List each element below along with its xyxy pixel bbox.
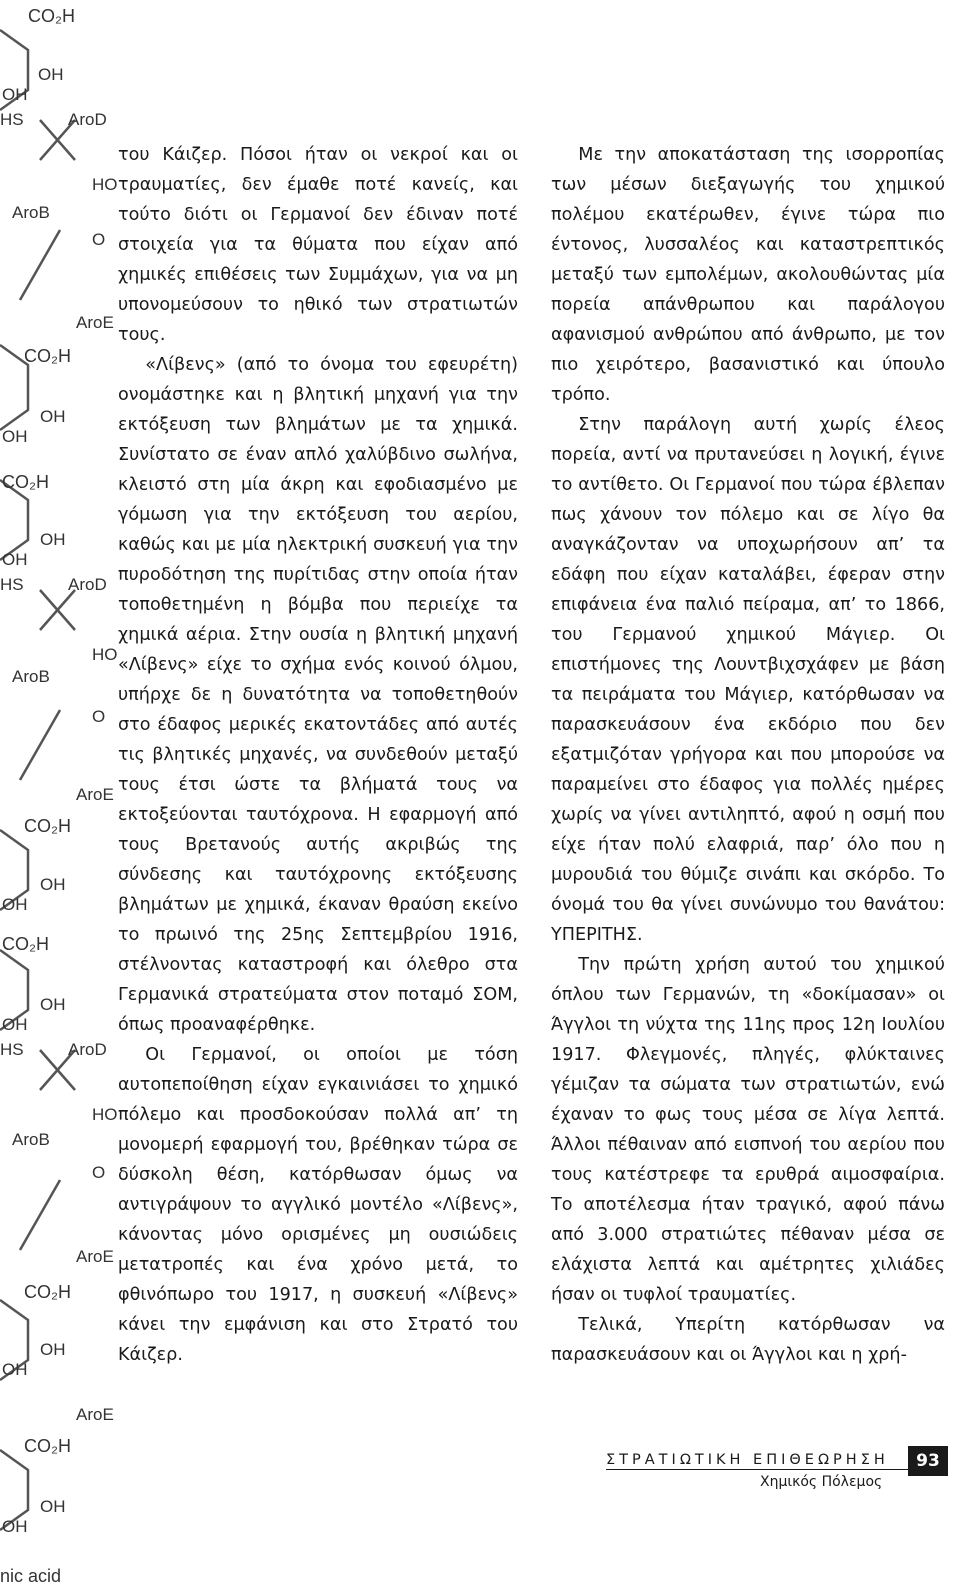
margin-label: CO₂H [2, 472, 49, 492]
margin-label: AroB [12, 667, 50, 686]
margin-label: HO [92, 645, 118, 664]
margin-label: AroD [68, 575, 107, 594]
left-column [118, 140, 518, 1370]
margin-label: AroE [76, 1247, 114, 1266]
margin-label: AroB [12, 203, 50, 222]
margin-label: HS [0, 1040, 24, 1059]
margin-label: HO [92, 175, 118, 194]
margin-label: HS [0, 575, 24, 594]
margin-label: CO₂H [28, 6, 75, 26]
margin-label: OH [40, 1497, 66, 1516]
margin-label: OH [2, 427, 28, 446]
margin-label: nic acid [0, 1566, 62, 1586]
margin-label: O [92, 230, 106, 249]
margin-label: OH [2, 1360, 28, 1379]
margin-label: AroD [68, 110, 107, 129]
margin-label: CO₂H [24, 816, 71, 836]
margin-label: OH [38, 65, 64, 84]
paragraph: Στην παράλογη αυτή χωρίς έλεος πορεία, αντί να πρυτανεύσει η λογική, έγινε το αντίθετο. Οι Γερμανοί που τώρα έβλεπαν πως χάνουν τον πόλεμο και σε λίγο θα αναγκάζονταν να υποχωρήσουν απ’ τα εδάφη που είχαν καταλάβει, έφεραν στην επιφάνεια ένα παλιό πείραμα, απ’ το 1866, του Γερμανού χημικού Μάγιερ. Οι επιστήμονες της Λουντβιχσχάφεν με βάση τα πειράματα του Μάγιερ, κατόρθωσαν να παρασκευάσουν ένα εκδόριο που δεν εξατμιζόταν γρήγορα και που μπορούσε να παραμείνει στο έδαφος για πολλές ημέρες χωρίς να γίνει αντιληπτό, αφού η οσμή που είχε ήταν πολύ ελαφριά, παρ’ όλο που η μυρουδιά του θύμιζε σινάπι και σκόρδο. Το όνομά του θα γίνει συνώνυμο του θανάτου: ΥΠΕΡΙΤΗΣ. [551, 415, 945, 945]
margin-label: AroB [12, 1130, 50, 1149]
paragraph: Με την αποκατάσταση της ισορροπίας των μέσων διεξαγωγής του χημικού πολέμου εκατέρωθεν, έγινε τώρα πιο έντονος, λυσσαλέος και καταστρεπτικός μεταξύ των εμπολέμων, ακολουθώντας μία πορεία απάνθρωπου και παράλογου αφανισμού ανθρώπου από άνθρωπο, με τον πιο χειρότερο, βασανιστικό και ύπουλο τρόπο. [551, 145, 945, 405]
paragraph: «Λίβενς» (από το όνομα του εφευρέτη) ονομάστηκε και η βλητική μηχανή για την εκτόξευση των βλημάτων με τα χημικά. Συνίστατο σε έναν απλό χαλύβδινο σωλήνα, κλειστό στη μία άκρη και εφοδιασμένο με γόμωση για την εκτόξευση του αερίου, καθώς και με μία ηλεκτρική συσκευή για την πυροδότηση της πυρίτιδας στην οποία ήταν τοποθετημένη η βόμβα που περιείχε τα χημικά αέρια. Στην ουσία η βλητική μηχανή «Λίβενς» είχε το σχήμα ενός κοινού όλμου, υπήρχε δε η δυνατότητα να τοποθετηθούν στο έδαφος μερικές εκατοντάδες από αυτές τις βλητικές μηχανές, να συνδεθούν μεταξύ τους έτσι ώστε τα βλήματά τους να εκτοξεύονται ταυτόχρονα. Η εφαρμογή από τους Βρετανούς αυτής ακριβώς της σύνδεσης και ταυτόχρονης εκτόξευσης βλημάτων με χημικά, έκαναν θραύση εκείνο το πρωινό της 25ης Σεπτεμβρίου 1916, στέλνοντας καταστροφή και όλεθρο στα Γερμανικά στρατεύματα στον ποταμό ΣΟΜ, όπως προαναφέρθηκε. [118, 355, 518, 1035]
margin-label: O [92, 707, 106, 726]
magazine-title: ΣΤΡΑΤΙΩΤΙΚΗ ΕΠΙΘΕΩΡΗΣΗ [606, 1452, 889, 1468]
margin-label: OH [2, 1517, 28, 1536]
margin-label: CO₂H [24, 346, 71, 366]
right-column [551, 140, 945, 1370]
margin-label: CO₂H [24, 1436, 71, 1456]
margin-label: OH [2, 1015, 28, 1034]
margin-label: OH [40, 407, 66, 426]
margin-label: OH [40, 875, 66, 894]
margin-label: CO₂H [24, 1282, 71, 1302]
margin-label: HO [92, 1105, 118, 1124]
footer-rule [606, 1469, 911, 1470]
section-title: Χημικός Πόλεμος [760, 1474, 883, 1490]
chemical-pathway-illustration [0, 0, 118, 1587]
margin-label: OH [2, 550, 28, 569]
paragraph: Την πρώτη χρήση αυτού του χημικού όπλου των Γερμανών, τη «δοκίμασαν» οι Άγγλοι τη νύχτα της 11ης προς 12η Ιουλίου 1917. Φλεγμονές, πληγές, φλύκταινες γέμιζαν τα σώματα των στρατιωτών, ενώ έχαναν το φως τους μέσα σε λίγα λεπτά. Άλλοι πέθαιναν από εισπνοή του αερίου που τους κατέστρεφε τα ερυθρά αιμοσφαίρια. Το αποτέλεσμα ήταν τραγικό, αφού πάνω από 3.000 στρατιώτες πέθαναν μέσα σε ελάχιστα λεπτά και αμέτρητες χιλιάδες ήσαν οι τυφλοί τραυματίες. [551, 955, 945, 1305]
margin-label: AroE [76, 785, 114, 804]
margin-label: OH [40, 530, 66, 549]
margin-label: OH [2, 85, 28, 104]
page-number: 93 [908, 1446, 948, 1476]
paragraph: Τελικά, Υπερίτη κατόρθωσαν να παρασκευάσουν και οι Άγγλοι και η χρή- [551, 1315, 945, 1365]
margin-label: AroE [76, 313, 114, 332]
margin-label: AroD [68, 1040, 107, 1059]
margin-label: CO₂H [2, 934, 49, 954]
margin-label: OH [40, 995, 66, 1014]
margin-label: OH [2, 895, 28, 914]
margin-label: OH [40, 1340, 66, 1359]
margin-label: AroE [76, 1405, 114, 1424]
paragraph: του Κάιζερ. Πόσοι ήταν οι νεκροί και οι τραυματίες, δεν έμαθε ποτέ κανείς, και τούτο διότι οι Γερμανοί δεν έδιναν ποτέ στοιχεία για τα θύματα που είχαν από χημικές επιθέσεις των Συμμάχων, για να μη υπονομεύσουν το ηθικό των στρατιωτών τους. [118, 145, 518, 345]
margin-label: O [92, 1163, 106, 1182]
paragraph: Οι Γερμανοί, οι οποίοι με τόση αυτοπεποίθηση είχαν εγκαινιάσει το χημικό πόλεμο και προσδοκούσαν πολλά απ’ τη μονομερή εφαρμογή του, βρέθηκαν τώρα σε δύσκολη θέση, κατόρθωσαν όμως να αντιγράψουν το αγγλικό μοντέλο «Λίβενς», κάνοντας μόνο ορισμένες μη ουσιώδεις μετατροπές και ένα χρόνο μετά, το φθινόπωρο του 1917, η συσκευή «Λίβενς» κάνει την εμφάνιση και στο Στρατό του Κάιζερ. [118, 1045, 518, 1365]
margin-label: HS [0, 110, 24, 129]
